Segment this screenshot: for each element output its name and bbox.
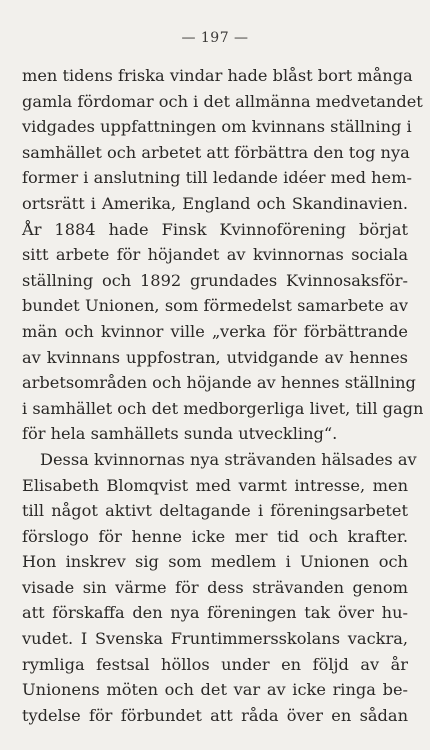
text-line: År 1884 hade Finsk Kvinnoförening börjat [22, 219, 408, 239]
page-number: — 197 — [181, 30, 249, 46]
text-line: män och kvinnor ville „verka för förbättrande [22, 321, 408, 341]
text-line: visade sin värme för dess strävanden genom [22, 577, 408, 597]
text-line: till något aktivt deltagande i föreningsarbetet [22, 501, 408, 521]
text-line: för hela samhällets sunda utveckling“. [22, 424, 338, 444]
body-text [22, 63, 424, 728]
text-line: gamla fördomar och i det allmänna medvetandet [22, 91, 423, 111]
text-line: Dessa kvinnornas nya strävanden hälsades av [40, 449, 417, 469]
text-line: former i anslutning till ledande idéer med hem- [22, 168, 412, 188]
text-line: ställning och 1892 grundades Kvinnosaksför- [22, 270, 408, 290]
paragraph-1 [22, 63, 424, 447]
text-line: arbetsområden och höjande av hennes ställning [22, 373, 416, 393]
text-line: rymliga festsal höllos under en följd av år [22, 654, 408, 674]
text-line: förslogo för henne icke mer tid och krafter. [22, 526, 408, 546]
text-line: Unionens möten och det var av icke ringa be- [22, 680, 408, 700]
text-line: men tidens friska vindar hade blåst bort många [22, 66, 413, 85]
text-line: vidgades uppfattningen om kvinnans ställning i [22, 117, 412, 137]
text-line: i samhället och det medborgerliga livet, till gagn [22, 398, 424, 418]
text-line: samhället och arbetet att förbättra den tog nya [22, 142, 410, 162]
text-line: vudet. I Svenska Fruntimmersskolans vackra, [22, 629, 408, 649]
text-line: att förskaffa den nya föreningen tak över hu- [22, 603, 408, 623]
text-line: sitt arbete för höjandet av kvinnornas sociala [22, 245, 408, 265]
text-line: ortsrätt i Amerika, England och Skandinavien. [22, 193, 408, 213]
text-line: Elisabeth Blomqvist med varmt intresse, men [22, 475, 408, 495]
text-line: av kvinnans uppfostran, utvidgande av hennes [22, 347, 408, 367]
text-line: tydelse för förbundet att råda över en sådan [22, 705, 408, 725]
text-line: Hon inskrev sig som medlem i Unionen och [22, 552, 408, 572]
text-line: bundet Unionen, som förmedelst samarbete av [22, 296, 408, 316]
paragraph-2 [22, 447, 417, 729]
